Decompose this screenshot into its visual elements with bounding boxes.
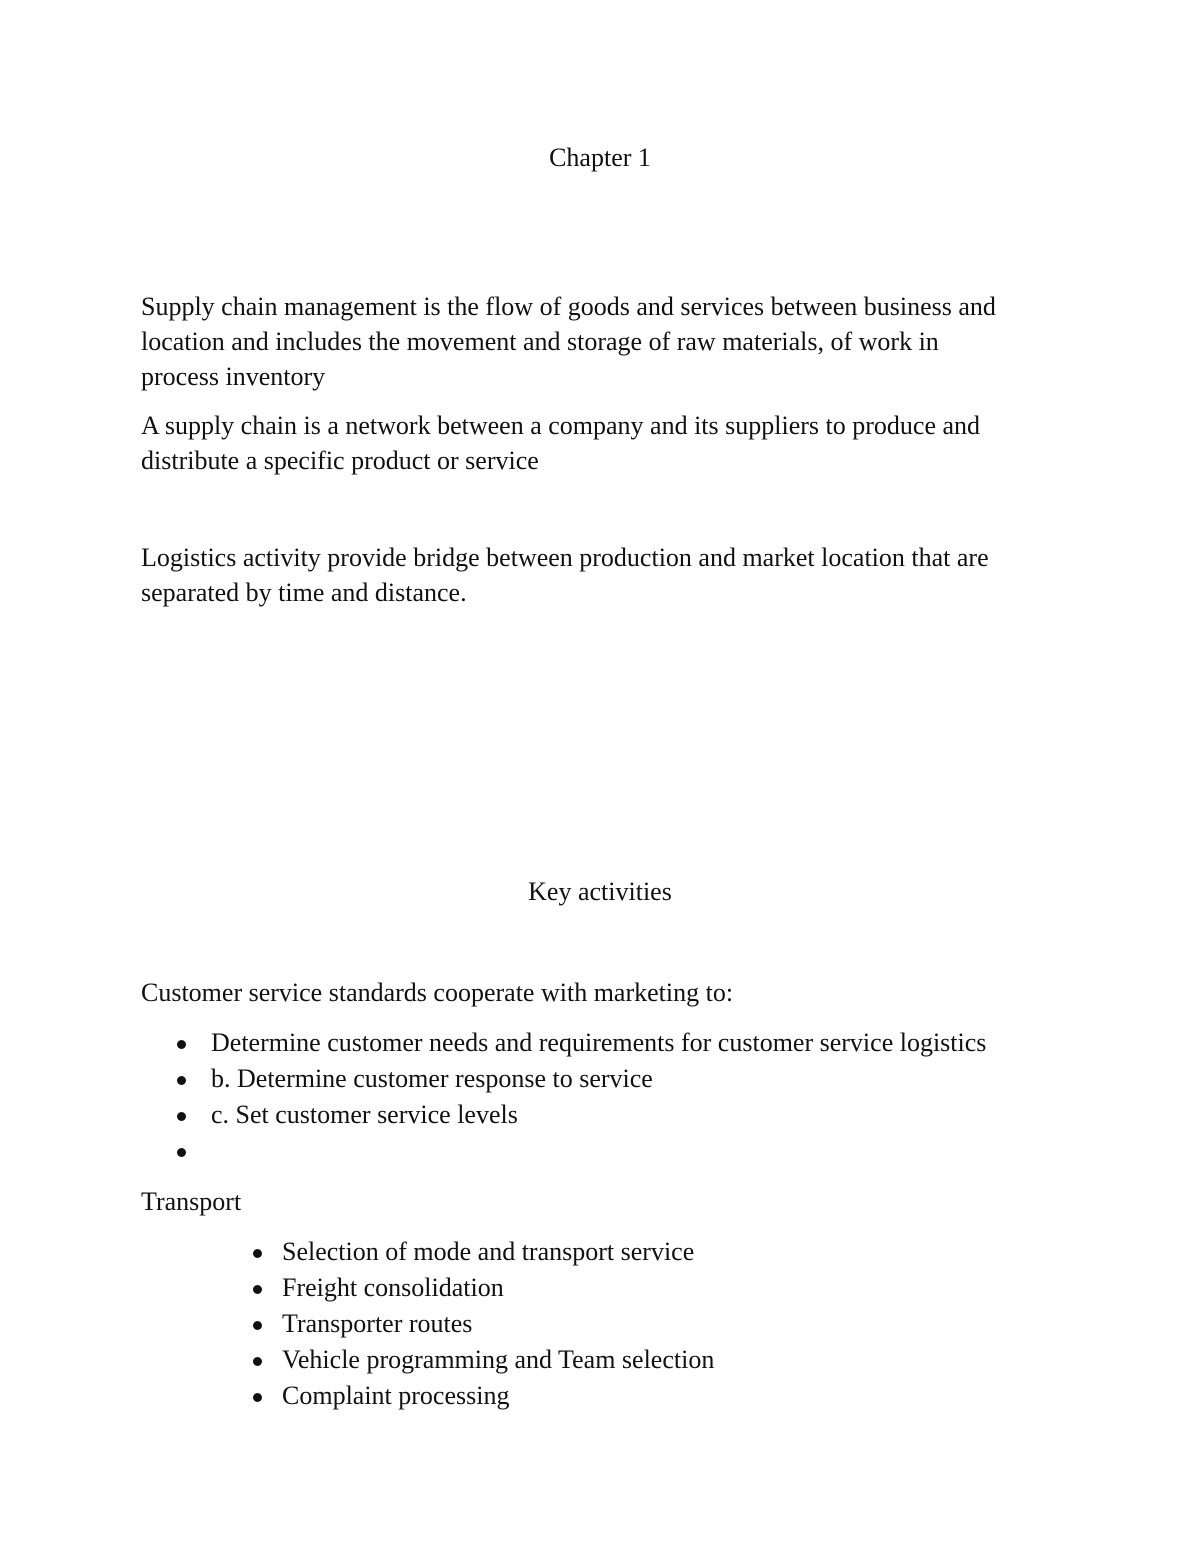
transport-heading: Transport <box>141 1187 242 1216</box>
text-line: distribute a specific product or service <box>141 446 539 475</box>
list-item-text: c. Set customer service levels <box>211 1100 518 1129</box>
key-activities-heading: Key activities <box>528 877 672 906</box>
bullet-icon <box>177 1076 186 1085</box>
list-item-text: Selection of mode and transport service <box>282 1237 695 1266</box>
bullet-icon <box>253 1393 262 1402</box>
list-item-text: Freight consolidation <box>282 1273 504 1302</box>
chapter-title: Chapter 1 <box>549 143 651 172</box>
list-item-text: Transporter routes <box>282 1309 473 1338</box>
bullet-icon <box>253 1321 262 1330</box>
text-line: separated by time and distance. <box>141 578 467 607</box>
intro-paragraph-2 <box>141 408 1061 478</box>
customer-service-intro: Customer service standards cooperate with marketing to: <box>141 978 734 1007</box>
list-item-text: b. Determine customer response to service <box>211 1064 653 1093</box>
text-line: location and includes the movement and storage of raw materials, of work in <box>141 327 939 356</box>
bullet-icon <box>253 1285 262 1294</box>
list-item-text: Complaint processing <box>282 1381 510 1410</box>
bullet-icon <box>253 1357 262 1366</box>
bullet-icon <box>177 1040 186 1049</box>
bullet-icon <box>177 1148 186 1157</box>
text-line: Logistics activity provide bridge between production and market location that are <box>141 543 989 572</box>
intro-paragraph-1 <box>141 289 1061 394</box>
intro-paragraph-3 <box>141 540 1061 610</box>
text-line: process inventory <box>141 362 326 391</box>
text-line: Supply chain management is the flow of goods and services between business and <box>141 292 996 321</box>
list-item-text: Determine customer needs and requirements for customer service logistics <box>211 1028 987 1057</box>
text-line: A supply chain is a network between a company and its suppliers to produce and <box>141 411 981 440</box>
bullet-icon <box>253 1249 262 1258</box>
list-item-text: Vehicle programming and Team selection <box>282 1345 715 1374</box>
bullet-icon <box>177 1112 186 1121</box>
